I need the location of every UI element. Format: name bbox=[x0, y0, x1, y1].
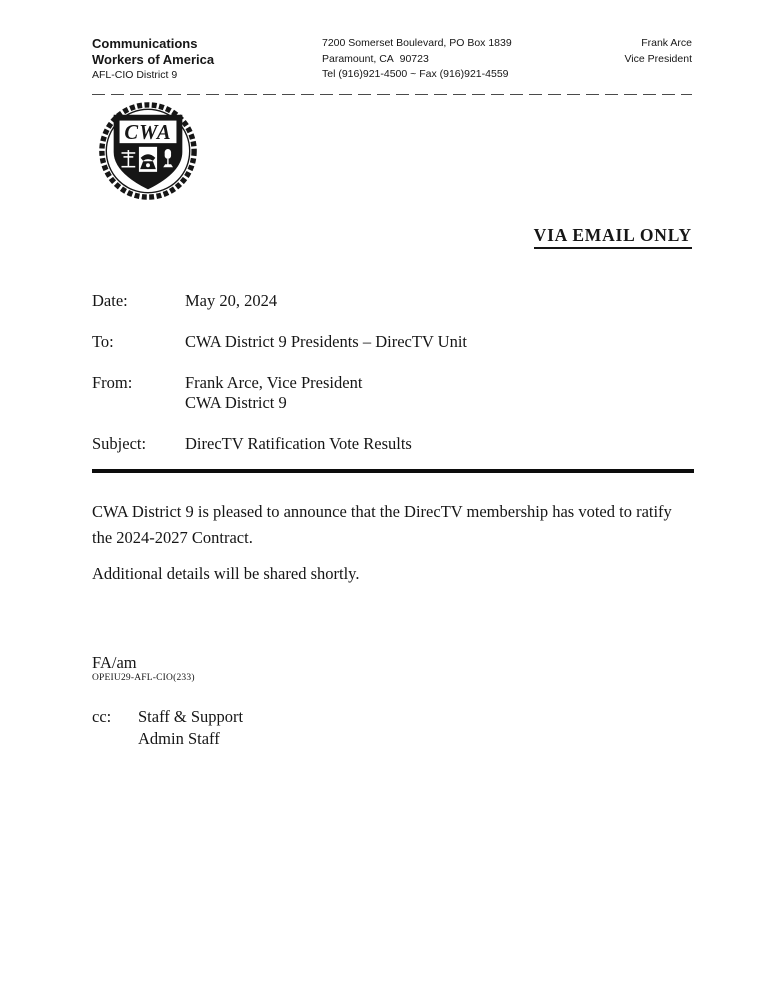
via-email-only-notice: VIA EMAIL ONLY bbox=[534, 225, 692, 249]
from-value-line2: CWA District 9 bbox=[185, 393, 287, 412]
cc-item-2: Admin Staff bbox=[138, 729, 220, 748]
subject-divider bbox=[92, 469, 694, 473]
officer-name: Frank Arce bbox=[641, 37, 692, 49]
union-bug: OPEIU29-AFL-CIO(233) bbox=[92, 673, 195, 683]
memo-fields bbox=[92, 291, 692, 454]
typist-initials: FA/am bbox=[92, 653, 137, 672]
header-separator bbox=[92, 94, 692, 96]
date-value: May 20, 2024 bbox=[185, 291, 278, 310]
org-name-line1: Communications bbox=[92, 36, 198, 51]
cc-list bbox=[138, 706, 243, 750]
to-label: To: bbox=[92, 332, 114, 351]
org-name-line2: Workers of America bbox=[92, 51, 215, 67]
notice-row bbox=[92, 225, 692, 249]
from-label: From: bbox=[92, 373, 133, 392]
address-city: Paramount, CA 90723 bbox=[322, 52, 429, 65]
from-value-line1: Frank Arce, Vice President bbox=[185, 373, 363, 392]
body-paragraph-1: CWA District 9 is pleased to announce that the DirecTV membership has voted to ratify the 2024-2027 Contract. bbox=[92, 502, 672, 547]
from-value bbox=[185, 373, 362, 413]
cc-label: cc: bbox=[92, 707, 112, 726]
subject-value: DirecTV Ratification Vote Results bbox=[185, 434, 412, 453]
date-label: Date: bbox=[92, 291, 128, 310]
cwa-shield-icon bbox=[94, 99, 202, 203]
subject-label: Subject: bbox=[92, 434, 147, 453]
address-block bbox=[322, 36, 552, 83]
address-street: 7200 Somerset Boulevard, PO Box 1839 bbox=[322, 37, 512, 49]
officer-block bbox=[552, 36, 692, 67]
officer-title: Vice President bbox=[624, 52, 692, 65]
cc-row bbox=[92, 706, 692, 750]
initials-block bbox=[92, 653, 692, 685]
memo-row-from bbox=[92, 373, 692, 413]
cc-item-1: Staff & Support bbox=[138, 707, 244, 726]
address-phone: Tel (916)921-4500 ~ Fax (916)921-4559 bbox=[322, 68, 509, 80]
body-paragraph-2: Additional details will be shared shortly. bbox=[92, 564, 360, 583]
svg-text:CWA: CWA bbox=[124, 122, 172, 145]
letterhead bbox=[92, 36, 692, 83]
memo-row-subject bbox=[92, 434, 692, 454]
cwa-logo bbox=[94, 99, 202, 203]
memo-row-date bbox=[92, 291, 692, 311]
memo-row-to bbox=[92, 332, 692, 352]
organization-block bbox=[92, 36, 322, 83]
org-district: AFL-CIO District 9 bbox=[92, 69, 178, 81]
to-value: CWA District 9 Presidents – DirecTV Unit bbox=[185, 332, 467, 351]
